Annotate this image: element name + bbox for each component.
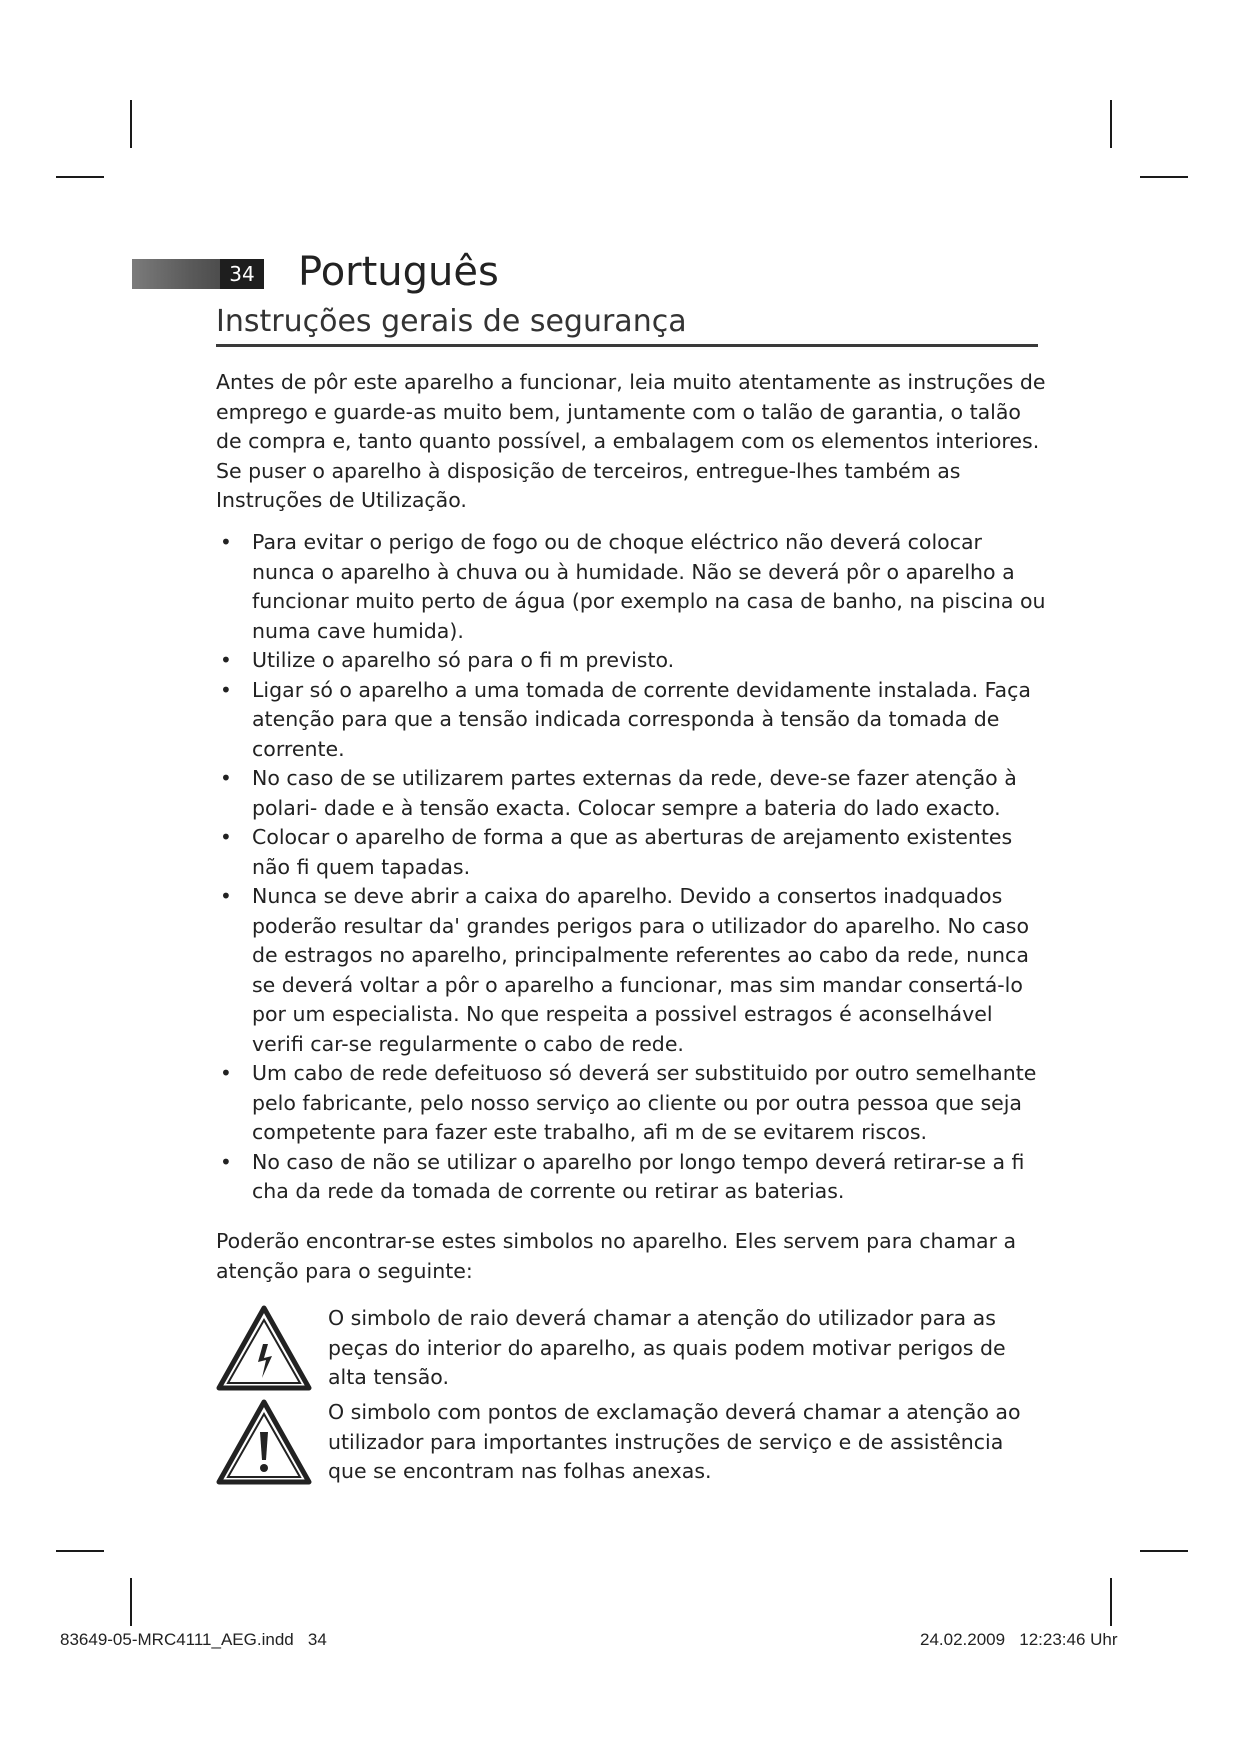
crop-mark-bottom-right-h — [1140, 1550, 1188, 1552]
lightning-warning-icon — [216, 1304, 312, 1392]
list-item — [216, 646, 1046, 676]
bullet-text: Nunca se deve abrir a caixa do aparelho. Devido a consertos inadquados poderão resultar da' grandes perigos para o utilizador do aparelho. No caso de estragos no aparelho, principalmente referentes ao cabo da rede, nunca se deverá voltar a pôr o aparelho a funcionar, mas sim mandar consertá-lo por um especialista. No que respeita a possivel estragos é aconselhável verifi car-se regularmente o cabo de rede. — [252, 884, 1030, 1056]
exclamation-symbol-text: O simbolo com pontos de exclamação deverá chamar a atenção ao utilizador para importantes instruções de serviço e de assistência que se encontram nas folhas anexas. — [328, 1400, 1021, 1483]
section-rule — [216, 344, 1038, 347]
list-item — [216, 882, 1046, 1059]
crop-mark-top-left-v — [130, 100, 132, 148]
list-item — [216, 528, 1046, 646]
bullet-text: No caso de se utilizarem partes externas da rede, deve-se fazer atenção à polari- dade e à tensão exacta. Colocar sempre a bateria do lado exacto. — [252, 766, 1017, 820]
footer-file-info: 83649-05-MRC4111_AEG.indd 34 — [60, 1630, 327, 1649]
crop-mark-top-right-h — [1140, 176, 1188, 178]
lightning-symbol-text: O simbolo de raio deverá chamar a atenção do utilizador para as peças do interior do aparelho, as quais podem motivar perigos de alta tensão. — [328, 1306, 1006, 1389]
list-item — [216, 1059, 1046, 1148]
bullet-text: Um cabo de rede defeituoso só deverá ser substituido por outro semelhante pelo fabricante, pelo nosso serviço ao cliente ou por outra pessoa que seja competente para fazer este trabalho, afi m de se evitarem riscos. — [252, 1061, 1037, 1144]
bullet-text: Utilize o aparelho só para o fi m previsto. — [252, 648, 675, 672]
bullet-text: Colocar o aparelho de forma a que as aberturas de arejamento existentes não fi quem tapadas. — [252, 825, 1013, 879]
crop-mark-bottom-left-h — [56, 1550, 104, 1552]
page-number: 34 — [220, 259, 264, 289]
language-title: Português — [298, 249, 499, 295]
crop-mark-bottom-right-v — [1110, 1578, 1112, 1626]
bullet-icon: • — [220, 884, 232, 908]
safety-bullet-list — [216, 528, 1046, 1207]
list-item — [216, 676, 1046, 765]
section-title: Instruções gerais de segurança — [216, 304, 687, 339]
bullet-icon: • — [220, 1061, 232, 1085]
bullet-text: Para evitar o perigo de fogo ou de choque eléctrico não deverá colocar nunca o aparelho à chuva ou à humidade. Não se deverá pôr o aparelho a funcionar muito perto de água (por exemplo na casa de banho, na piscina ou numa cave humida). — [252, 530, 1046, 643]
crop-mark-top-left-h — [56, 176, 104, 178]
list-item — [216, 764, 1046, 823]
bullet-text: Ligar só o aparelho a uma tomada de corrente devidamente instalada. Faça atenção para que a tensão indicada corresponda à tensão da tomada de corrente. — [252, 677, 1031, 761]
footer-timestamp: 24.02.2009 12:23:46 Uhr — [920, 1630, 1118, 1649]
crop-mark-top-right-v — [1110, 100, 1112, 148]
bullet-text: No caso de não se utilizar o aparelho por longo tempo deverá retirar-se a fi cha da rede da tomada de corrente ou retirar as baterias. — [252, 1149, 1025, 1203]
bullet-icon: • — [220, 825, 232, 849]
bullet-icon: • — [220, 766, 232, 790]
exclamation-warning-icon — [216, 1398, 312, 1486]
list-item — [216, 1148, 1046, 1207]
bullet-icon: • — [220, 648, 232, 672]
bullet-icon: • — [220, 677, 232, 702]
bullet-icon: • — [220, 1149, 232, 1174]
intro-paragraph: Antes de pôr este aparelho a funcionar, leia muito atentamente as instruções de emprego e guarde-as muito bem, juntamente com o talão de garantia, o talão de compra e, tanto quanto possível, a embalagem com os elementos interiores. Se puser o aparelho à disposição de terceiros, entregue-lhes também as Instruções de Utilização. — [216, 370, 1046, 512]
symbols-intro-paragraph: Poderão encontrar-se estes simbolos no aparelho. Eles servem para chamar a atenção para o seguinte: — [216, 1229, 1017, 1283]
bullet-icon: • — [220, 530, 232, 554]
list-item — [216, 823, 1046, 882]
crop-mark-bottom-left-v — [130, 1578, 132, 1626]
